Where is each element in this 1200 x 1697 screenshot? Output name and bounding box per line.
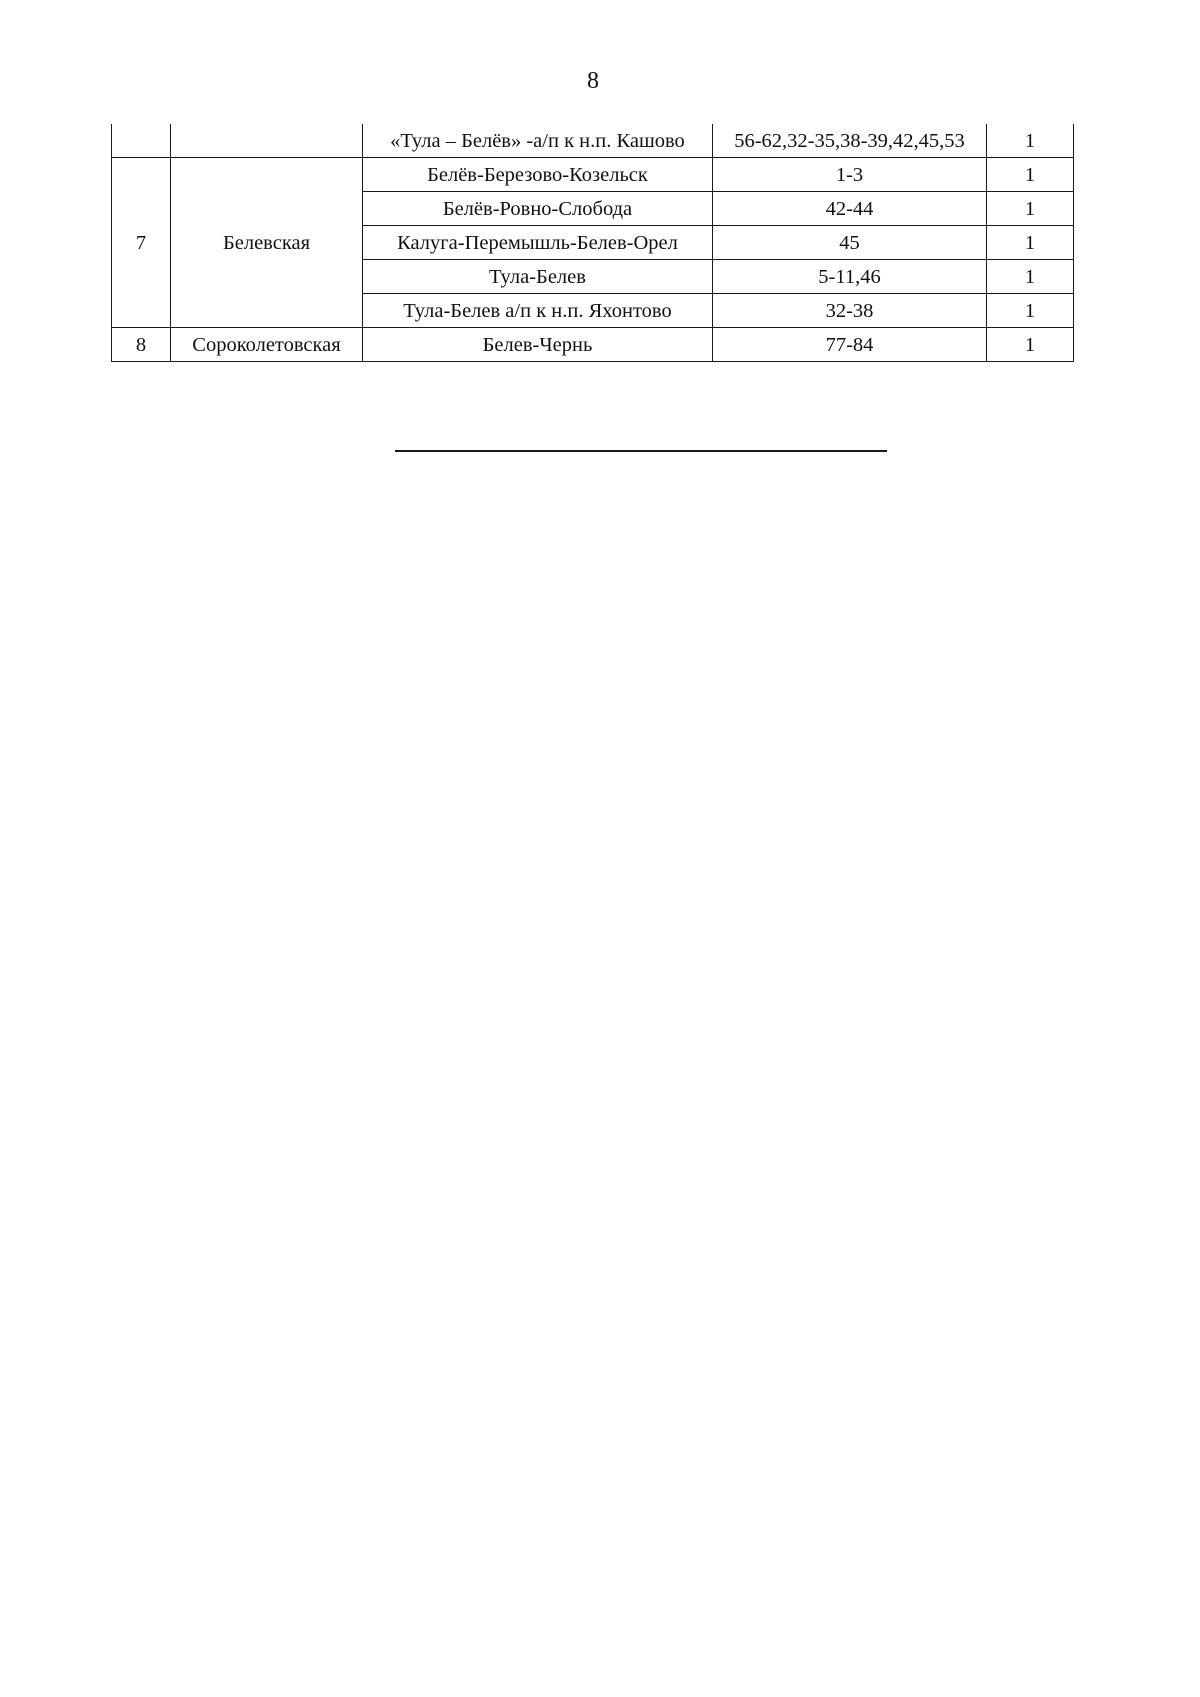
count-cell: 1 <box>987 294 1074 328</box>
route-name-cell: Калуга-Перемышль-Белев-Орел <box>363 226 713 260</box>
table-row <box>112 328 1074 362</box>
route-numbers-cell: 1-3 <box>713 158 987 192</box>
count-cell: 1 <box>987 158 1074 192</box>
route-name-cell: «Тула – Белёв» -а/п к н.п. Кашово <box>363 124 713 158</box>
route-numbers-cell: 45 <box>713 226 987 260</box>
route-name-cell: Белев-Чернь <box>363 328 713 362</box>
page-number: 8 <box>587 68 599 94</box>
route-numbers-cell: 32-38 <box>713 294 987 328</box>
count-cell: 1 <box>987 260 1074 294</box>
row-number-cell <box>112 124 171 158</box>
route-numbers-cell: 5-11,46 <box>713 260 987 294</box>
table-row <box>112 158 1074 192</box>
count-cell: 1 <box>987 124 1074 158</box>
count-cell: 1 <box>987 192 1074 226</box>
route-numbers-cell: 42-44 <box>713 192 987 226</box>
table-row <box>112 124 1074 158</box>
route-numbers-cell: 56-62,32-35,38-39,42,45,53 <box>713 124 987 158</box>
row-number-cell: 7 <box>112 158 171 328</box>
route-name-cell: Белёв-Березово-Козельск <box>363 158 713 192</box>
count-cell: 1 <box>987 226 1074 260</box>
route-name-cell: Тула-Белев а/п к н.п. Яхонтово <box>363 294 713 328</box>
district-cell: Сороколетовская <box>171 328 363 362</box>
row-number-cell: 8 <box>112 328 171 362</box>
count-cell: 1 <box>987 328 1074 362</box>
route-name-cell: Тула-Белев <box>363 260 713 294</box>
district-cell: Белевская <box>171 158 363 328</box>
route-name-cell: Белёв-Ровно-Слобода <box>363 192 713 226</box>
district-cell <box>171 124 363 158</box>
route-numbers-cell: 77-84 <box>713 328 987 362</box>
end-of-document-rule <box>395 450 887 452</box>
routes-table <box>111 124 1074 362</box>
